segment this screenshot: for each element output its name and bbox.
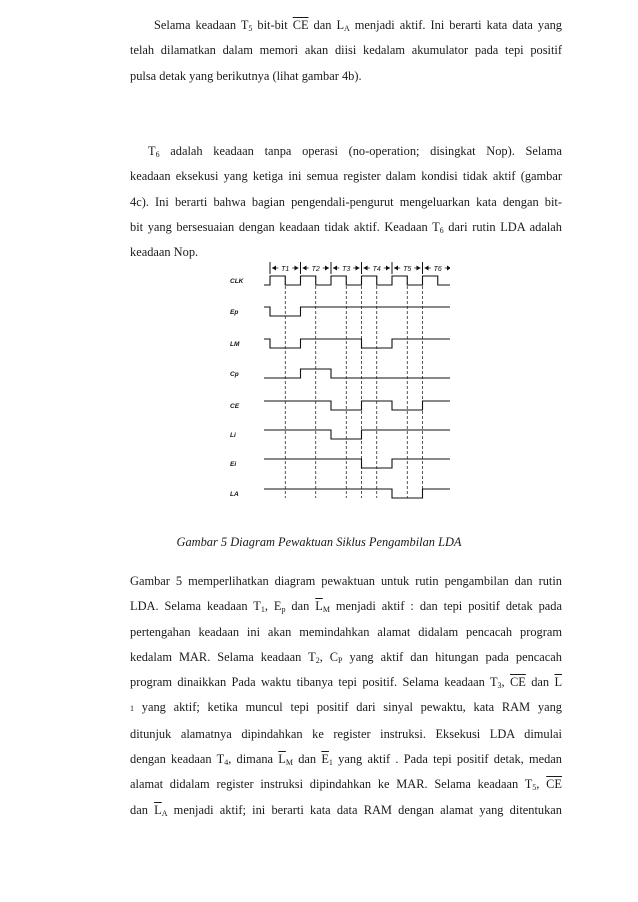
ei-waveform (264, 459, 450, 468)
arrow-left-icon (333, 266, 337, 271)
timing-diagram (228, 258, 450, 520)
clk-waveform (264, 276, 450, 285)
p2-line-1: $T_6$ adalah keadaan tanpa operasi (no-operation; disingkat Nop). Selama (148, 144, 562, 159)
signal-label: Ei (230, 461, 237, 468)
signal-waveforms (264, 276, 450, 498)
dashed-guides (285, 276, 422, 498)
state-label: T1 (281, 266, 290, 273)
signal-label: LA (230, 491, 239, 498)
paragraph-2 (130, 139, 562, 265)
arrow-left-icon (364, 266, 368, 271)
state-label: T3 (342, 266, 351, 273)
signal-label: Li (230, 432, 236, 439)
ce-waveform (264, 401, 450, 410)
signal-label: CLK (230, 278, 244, 285)
p2-line-4: bit yang bersesuaian dengan keadaan tidak aktif. Keadaan $T_6$ dari rutin LDA adalah (130, 219, 562, 235)
p2-line-2: keadaan eksekusi yang ketiga ini semua register dalam kondisi tidak aktif (gambar (130, 169, 562, 184)
signal-label: Cp (230, 371, 239, 378)
arrow-right-icon (447, 266, 450, 271)
figure-caption: Gambar 5 Diagram Pewaktuan Siklus Pengambilan LDA (176, 535, 462, 549)
p1-line-3: pulsa detak yang berikutnya (lihat gambar 4b). (130, 68, 362, 83)
paragraph-3 (130, 569, 562, 823)
p3-line-10: dan $\overline{L}_A$ menjadi aktif; ini berarti kata data RAM dengan alamat yang ditentukan (130, 802, 562, 818)
p3-line-8: dengan keadaan $T_4$, dimana $\overline{L}_M$ dan $\overline{E}_1$ yang aktif . Pada tepi positif detak, medan (130, 752, 562, 768)
arrow-right-icon (356, 266, 360, 271)
p3-line-5: program dinaikkan Pada waktu tibanya tepi positif. Selama keadaan $T_3$, $\overline{CE}$ dan $\overline{L}$ (130, 675, 563, 691)
arrow-left-icon (425, 266, 429, 271)
state-label: T4 (372, 266, 381, 273)
lm-waveform (264, 339, 450, 348)
state-label: T6 (433, 266, 442, 273)
signal-labels (230, 278, 245, 498)
p1-line-2: telah dilamatkan dalam memori akan diisi kedalam akumulator pada tepi positif (130, 43, 562, 58)
arrow-left-icon (394, 266, 398, 271)
p2-line-5: keadaan Nop. (130, 245, 199, 260)
signal-label: CE (230, 403, 240, 410)
state-label: T5 (403, 266, 412, 273)
paragraph-1 (130, 13, 562, 89)
state-markers (270, 262, 450, 274)
ce-overlined: $\overline{CE}$ (292, 18, 309, 32)
li-waveform (264, 430, 450, 439)
p1-line-1: Selama keadaan $T_5$ bit-bit $\overline{CE}$ dan $L_A$ menjadi aktif. Ini berarti kata data yang (154, 18, 562, 33)
p3-line-7: ditunjuk alamatnya dipindahkan ke register instruksi. Eksekusi LDA dimulai (130, 726, 562, 741)
arrow-right-icon (417, 266, 421, 271)
arrow-left-icon (303, 266, 307, 271)
p3-line-3: pertengahan keadaan ini akan memindahkan alamat didalam pencacah program (130, 624, 562, 639)
p3-line-6: 1 yang aktif; ketika muncul tepi positif dari sinyal pewaktu, kata RAM yang (130, 700, 562, 715)
p3-line-1: Gambar 5 memperlihatkan diagram pewaktuan untuk rutin pengambilan dan rutin (130, 574, 562, 588)
signal-label: Ep (230, 309, 239, 316)
cp-waveform (264, 369, 450, 378)
p3-line-2: LDA. Selama keadaan $T_1$, $E_p$ dan $\overline{L}_M$ menjadi aktif : dan tepi positif detak pada (130, 599, 562, 615)
p3-line-4: kedalam MAR. Selama keadaan $T_2$, $C_P$ yang aktif dan hitungan pada pencacah (130, 649, 562, 665)
p2-line-3: 4c). Ini berarti bahwa bagian pengendali-pengurut mengeluarkan kata dengan bit- (130, 194, 562, 209)
arrow-right-icon (325, 266, 329, 271)
arrow-right-icon (386, 266, 390, 271)
state-label: T2 (311, 266, 320, 273)
la-waveform (264, 489, 450, 498)
signal-label: LM (230, 341, 240, 348)
arrow-right-icon (295, 266, 299, 271)
p3-line-9: alamat didalam register instruksi dipindahkan ke MAR. Selama keadaan $T_5$, $\overline{CE}$ (130, 777, 562, 793)
arrow-left-icon (272, 266, 276, 271)
ep-waveform (264, 307, 450, 316)
